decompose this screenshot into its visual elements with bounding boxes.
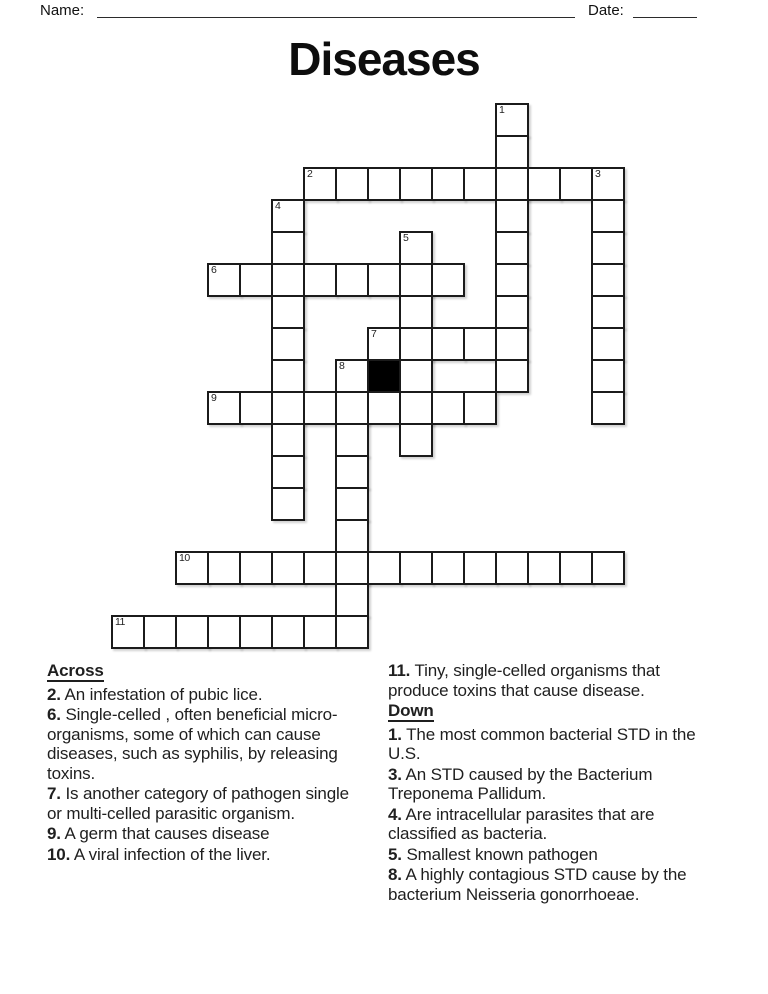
clue-number: 1.	[388, 724, 402, 744]
clues-right-column	[388, 661, 710, 905]
clue-number: 8.	[388, 865, 402, 884]
grid-cell[interactable]	[463, 167, 497, 201]
grid-cell[interactable]	[271, 231, 305, 265]
grid-cell[interactable]	[367, 167, 401, 201]
grid-cell[interactable]	[207, 615, 241, 649]
cell-number: 11	[115, 616, 125, 628]
name-label: Name:	[40, 2, 85, 19]
grid-cell[interactable]	[271, 455, 305, 489]
grid-cell[interactable]	[271, 487, 305, 521]
grid-cell-black	[367, 359, 401, 393]
grid-cell[interactable]	[271, 551, 305, 585]
grid-cell[interactable]	[271, 359, 305, 393]
grid-cell[interactable]	[399, 231, 433, 265]
grid-cell[interactable]	[431, 391, 465, 425]
cell-number: 10	[179, 552, 190, 564]
clue-item: 3. An STD caused by the Bacterium Treponema Pallidum.	[388, 764, 653, 803]
grid-cell[interactable]	[495, 359, 529, 393]
grid-cell[interactable]	[303, 391, 337, 425]
grid-cell[interactable]	[495, 135, 529, 169]
grid-cell[interactable]	[463, 391, 497, 425]
grid-cell[interactable]	[271, 263, 305, 297]
clue-item: 7. Is another category of pathogen single or multi-celled parasitic organism.	[47, 784, 349, 823]
grid-cell[interactable]	[207, 391, 241, 425]
grid-cell[interactable]	[399, 359, 433, 393]
grid-cell[interactable]	[271, 423, 305, 457]
clue-item: 6. Single-celled , often beneficial micro-organisms, some of which can cause diseases, such as syphilis, by releasing toxins.	[47, 705, 338, 783]
cell-number: 5	[403, 232, 409, 244]
cell-number: 2	[307, 168, 313, 180]
clues-left-column	[47, 661, 361, 865]
clue-item: 9. A germ that causes disease	[47, 824, 270, 843]
grid-cell[interactable]	[335, 551, 369, 585]
grid-cell[interactable]	[367, 327, 401, 361]
grid-cell[interactable]	[591, 391, 625, 425]
grid-cell[interactable]	[367, 391, 401, 425]
cell-number: 3	[595, 168, 601, 180]
clue-number: 9.	[47, 824, 61, 843]
grid-cell[interactable]	[591, 167, 625, 201]
clue-number: 7.	[47, 784, 61, 803]
grid-cell[interactable]	[399, 327, 433, 361]
grid-cell[interactable]	[495, 263, 529, 297]
grid-cell[interactable]	[335, 583, 369, 617]
grid-cell[interactable]	[271, 327, 305, 361]
grid-cell[interactable]	[111, 615, 145, 649]
grid-cell[interactable]	[271, 615, 305, 649]
crossword-grid	[112, 104, 628, 652]
grid-cell[interactable]	[303, 263, 337, 297]
grid-cell[interactable]	[495, 327, 529, 361]
grid-cell[interactable]	[431, 551, 465, 585]
clue-item: 10. A viral infection of the liver.	[47, 844, 271, 864]
grid-cell[interactable]	[559, 551, 593, 585]
grid-cell[interactable]	[239, 391, 273, 425]
grid-cell[interactable]	[303, 615, 337, 649]
grid-cell[interactable]	[367, 263, 401, 297]
grid-cell[interactable]	[335, 487, 369, 521]
clue-item: 11. Tiny, single-celled organisms that produce toxins that cause disease.	[388, 661, 660, 700]
grid-cell[interactable]	[335, 359, 369, 393]
grid-cell[interactable]	[495, 231, 529, 265]
grid-cell[interactable]	[335, 519, 369, 553]
grid-cell[interactable]	[335, 423, 369, 457]
grid-cell[interactable]	[175, 615, 209, 649]
clue-item: 2. An infestation of pubic lice.	[47, 684, 263, 704]
grid-cell[interactable]	[591, 551, 625, 585]
cell-number: 4	[275, 200, 281, 212]
grid-cell[interactable]	[591, 295, 625, 329]
grid-cell[interactable]	[271, 391, 305, 425]
grid-cell[interactable]	[399, 295, 433, 329]
grid-cell[interactable]	[335, 455, 369, 489]
cell-number: 1	[499, 104, 505, 116]
grid-cell[interactable]	[399, 167, 433, 201]
page-title: Diseases	[288, 33, 480, 85]
grid-cell[interactable]	[463, 327, 497, 361]
grid-cell[interactable]	[399, 423, 433, 457]
clue-number: 2.	[47, 684, 61, 704]
grid-cell[interactable]	[143, 615, 177, 649]
grid-cell[interactable]	[463, 551, 497, 585]
grid-cell[interactable]	[591, 231, 625, 265]
clue-item: 8. A highly contagious STD cause by the bacterium Neisseria gonorrhoeae.	[388, 865, 687, 904]
cell-number: 7	[371, 328, 377, 340]
across-heading: Across	[47, 661, 104, 680]
grid-cell[interactable]	[399, 391, 433, 425]
grid-cell[interactable]	[527, 551, 561, 585]
grid-cell[interactable]	[399, 551, 433, 585]
grid-cell[interactable]	[303, 551, 337, 585]
grid-cell[interactable]	[175, 551, 209, 585]
down-clues-list	[388, 725, 710, 905]
grid-cell[interactable]	[303, 167, 337, 201]
grid-cell[interactable]	[335, 615, 369, 649]
clue-item: 1. The most common bacterial STD in the U.S.	[388, 724, 696, 763]
name-blank-line[interactable]	[97, 1, 575, 18]
clue-number: 5.	[388, 844, 402, 864]
cell-number: 9	[211, 392, 217, 404]
grid-cell[interactable]	[495, 167, 529, 201]
grid-cell[interactable]	[271, 199, 305, 233]
cell-number: 6	[211, 264, 217, 276]
across-clues-continued	[388, 661, 710, 700]
grid-cell[interactable]	[431, 327, 465, 361]
grid-cell[interactable]	[591, 263, 625, 297]
grid-cell[interactable]	[207, 263, 241, 297]
grid-cell[interactable]	[399, 263, 433, 297]
grid-cell[interactable]	[367, 551, 401, 585]
grid-cell[interactable]	[527, 167, 561, 201]
grid-cell[interactable]	[431, 167, 465, 201]
grid-cell[interactable]	[559, 167, 593, 201]
grid-cell[interactable]	[495, 199, 529, 233]
clue-number: 6.	[47, 705, 61, 724]
grid-cell[interactable]	[591, 199, 625, 233]
grid-cell[interactable]	[239, 615, 273, 649]
grid-cell[interactable]	[335, 263, 369, 297]
grid-cell[interactable]	[335, 167, 369, 201]
grid-cell[interactable]	[239, 263, 273, 297]
clue-number: 10.	[47, 844, 71, 864]
grid-cell[interactable]	[495, 551, 529, 585]
down-heading: Down	[388, 701, 434, 720]
date-blank-line[interactable]	[633, 1, 697, 18]
grid-cell[interactable]	[431, 263, 465, 297]
clue-number: 3.	[388, 764, 402, 784]
cell-number: 8	[339, 360, 345, 372]
grid-cell[interactable]	[495, 295, 529, 329]
date-label: Date:	[588, 2, 624, 19]
clue-number: 4.	[388, 804, 402, 824]
clue-item: 5. Smallest known pathogen	[388, 844, 598, 864]
grid-cell[interactable]	[239, 551, 273, 585]
grid-cell[interactable]	[335, 391, 369, 425]
across-clues-list	[47, 685, 361, 865]
grid-cell[interactable]	[271, 295, 305, 329]
grid-cell[interactable]	[207, 551, 241, 585]
grid-cell[interactable]	[591, 327, 625, 361]
grid-cell[interactable]	[591, 359, 625, 393]
grid-cell[interactable]	[495, 103, 529, 137]
clue-item: 4. Are intracellular parasites that are classified as bacteria.	[388, 804, 655, 843]
clue-number: 11.	[388, 661, 411, 680]
